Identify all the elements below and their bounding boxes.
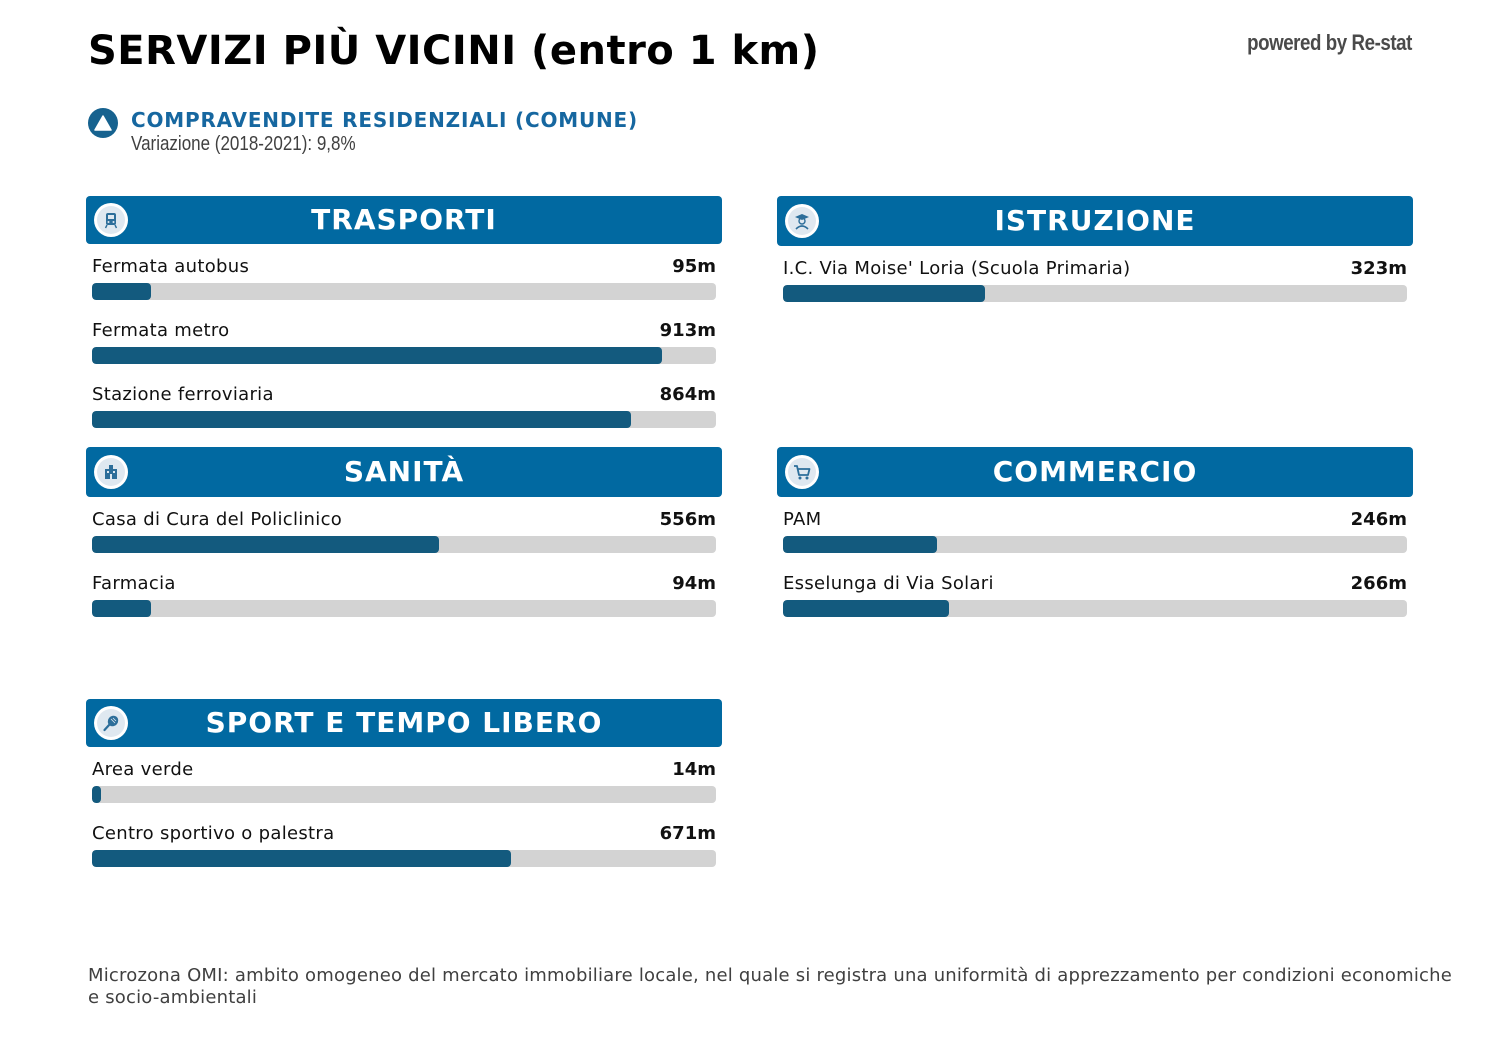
distance-bar-track xyxy=(92,411,716,428)
distance-bar-track xyxy=(783,536,1407,553)
service-distance: 246m xyxy=(1350,509,1407,530)
trend-subtitle: Variazione (2018-2021): 9,8% xyxy=(131,133,356,155)
footnote: Microzona OMI: ambito omogeneo del mercato immobiliare locale, nel quale si registra una uniformità di apprezzamento per condizioni economiche e socio-ambientali xyxy=(88,965,1453,1008)
service-distance: 671m xyxy=(659,823,716,844)
page-title: SERVIZI PIÙ VICINI (entro 1 km) xyxy=(88,28,820,74)
section-title: COMMERCIO xyxy=(992,454,1198,488)
section-sport xyxy=(86,699,722,875)
item-list xyxy=(86,747,722,875)
service-item xyxy=(92,747,716,811)
service-distance: 323m xyxy=(1350,258,1407,279)
distance-bar-track xyxy=(92,786,716,803)
service-item xyxy=(92,372,716,436)
tennis-racket-icon xyxy=(94,706,128,740)
section-sanita xyxy=(86,447,722,625)
section-header xyxy=(86,699,722,747)
distance-bar-fill xyxy=(92,600,151,617)
distance-bar-fill xyxy=(92,347,662,364)
distance-bar-track xyxy=(92,850,716,867)
section-header xyxy=(86,447,722,497)
section-title: TRASPORTI xyxy=(311,202,497,236)
distance-bar-fill xyxy=(92,283,151,300)
section-title: ISTRUZIONE xyxy=(994,203,1196,237)
item-list xyxy=(777,246,1413,310)
distance-bar-fill xyxy=(92,786,101,803)
trend-title: COMPRAVENDITE RESIDENZIALI (COMUNE) xyxy=(131,108,638,132)
distance-bar-fill xyxy=(783,600,949,617)
cart-icon xyxy=(785,455,819,489)
powered-by-logo: powered by Re-stat xyxy=(1247,30,1412,55)
section-header xyxy=(86,196,722,244)
distance-bar-fill xyxy=(92,850,511,867)
service-item xyxy=(92,244,716,308)
distance-bar-fill xyxy=(92,536,439,553)
distance-bar-track xyxy=(783,600,1407,617)
service-label: I.C. Via Moise' Loria (Scuola Primaria) xyxy=(783,258,1131,279)
distance-bar-fill xyxy=(92,411,631,428)
distance-bar-track xyxy=(783,285,1407,302)
distance-bar-fill xyxy=(783,285,985,302)
service-item xyxy=(92,561,716,625)
section-title: SPORT E TEMPO LIBERO xyxy=(205,705,603,739)
service-item xyxy=(783,246,1407,310)
service-label: Centro sportivo o palestra xyxy=(92,823,335,844)
service-distance: 95m xyxy=(672,256,716,277)
service-item xyxy=(783,497,1407,561)
distance-bar-track xyxy=(92,536,716,553)
section-header xyxy=(777,196,1413,246)
section-trasporti xyxy=(86,196,722,436)
service-label: Fermata autobus xyxy=(92,256,250,277)
service-distance: 864m xyxy=(659,384,716,405)
item-list xyxy=(86,244,722,436)
service-distance: 94m xyxy=(672,573,716,594)
service-label: Area verde xyxy=(92,759,194,780)
service-distance: 556m xyxy=(659,509,716,530)
service-distance: 14m xyxy=(672,759,716,780)
hospital-icon xyxy=(94,455,128,489)
section-title: SANITÀ xyxy=(343,454,465,488)
distance-bar-track xyxy=(92,347,716,364)
service-item xyxy=(92,497,716,561)
distance-bar-track xyxy=(92,600,716,617)
service-item xyxy=(92,308,716,372)
service-distance: 266m xyxy=(1350,573,1407,594)
item-list xyxy=(86,497,722,625)
distance-bar-track xyxy=(92,283,716,300)
service-label: Casa di Cura del Policlinico xyxy=(92,509,343,530)
triangle-up-icon xyxy=(88,108,118,138)
service-label: Esselunga di Via Solari xyxy=(783,573,994,594)
service-item xyxy=(783,561,1407,625)
section-istruzione xyxy=(777,196,1413,310)
service-distance: 913m xyxy=(659,320,716,341)
distance-bar-fill xyxy=(783,536,937,553)
service-label: PAM xyxy=(783,509,822,530)
section-header xyxy=(777,447,1413,497)
student-icon xyxy=(785,204,819,238)
item-list xyxy=(777,497,1413,625)
train-icon xyxy=(94,203,128,237)
section-commercio xyxy=(777,447,1413,625)
service-label: Fermata metro xyxy=(92,320,230,341)
service-item xyxy=(92,811,716,875)
service-label: Stazione ferroviaria xyxy=(92,384,274,405)
service-label: Farmacia xyxy=(92,573,176,594)
